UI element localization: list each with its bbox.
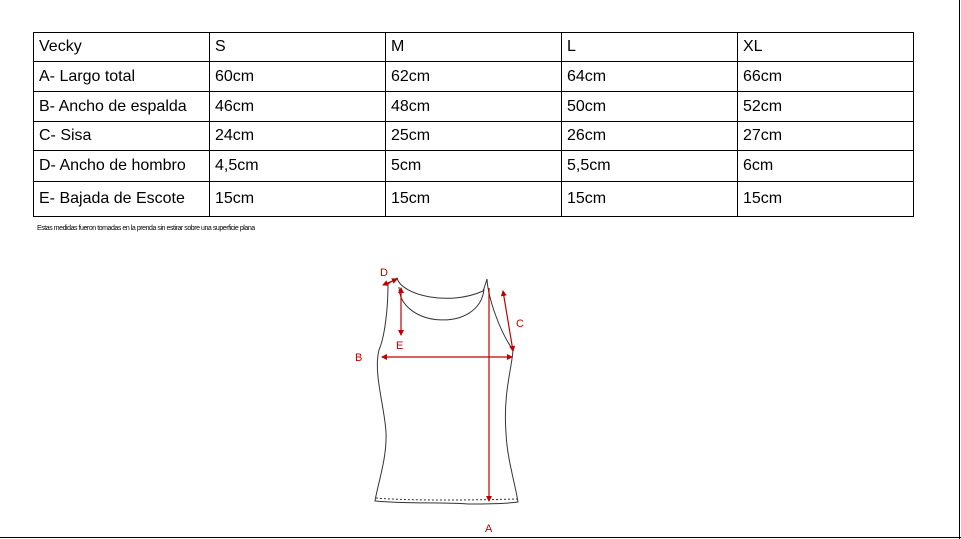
table-cell: 60cm [210,62,386,92]
row-label: B- Ancho de espalda [34,92,210,122]
measurement-note: Estas medidas fueron tomadas en la prenda sin estirar sobre una superficie plana [37,225,255,232]
tank-top-body [375,278,518,504]
table-cell: 25cm [386,122,562,151]
table-cell: 15cm [738,182,914,217]
table-header-row [34,33,914,62]
header-cell-size-xl: XL [738,33,914,62]
tank-top-diagram [340,258,540,538]
table-cell: 24cm [210,122,386,151]
table-cell: 5cm [386,151,562,182]
label-b: B [355,352,363,364]
table-cell: 15cm [386,182,562,217]
table-cell: 48cm [386,92,562,122]
table-cell: 27cm [738,122,914,151]
table-cell: 52cm [738,92,914,122]
table-cell: 66cm [738,62,914,92]
table-row [34,182,914,217]
table-cell: 4,5cm [210,151,386,182]
page-border-right [959,0,960,539]
header-cell-size-m: M [386,33,562,62]
table-row [34,151,914,182]
table-cell: 26cm [562,122,738,151]
table-cell: 62cm [386,62,562,92]
table-cell: 6cm [738,151,914,182]
header-cell-size-s: S [210,33,386,62]
row-label: C- Sisa [34,122,210,151]
label-a: A [485,523,493,535]
table-cell: 5,5cm [562,151,738,182]
header-cell-size-l: L [562,33,738,62]
size-chart-table [33,32,914,217]
table-cell: 15cm [210,182,386,217]
table-cell: 15cm [562,182,738,217]
table-cell: 64cm [562,62,738,92]
table-row [34,62,914,92]
row-label: E- Bajada de Escote [34,182,210,217]
table-cell: 46cm [210,92,386,122]
label-d: D [380,267,388,279]
label-c: C [516,318,524,330]
table-cell: 50cm [562,92,738,122]
garment-outline [375,278,518,504]
label-e: E [396,340,404,352]
row-label: A- Largo total [34,62,210,92]
table-row [34,122,914,151]
row-label: D- Ancho de hombro [34,151,210,182]
table-row [34,92,914,122]
header-cell-model: Vecky [34,33,210,62]
